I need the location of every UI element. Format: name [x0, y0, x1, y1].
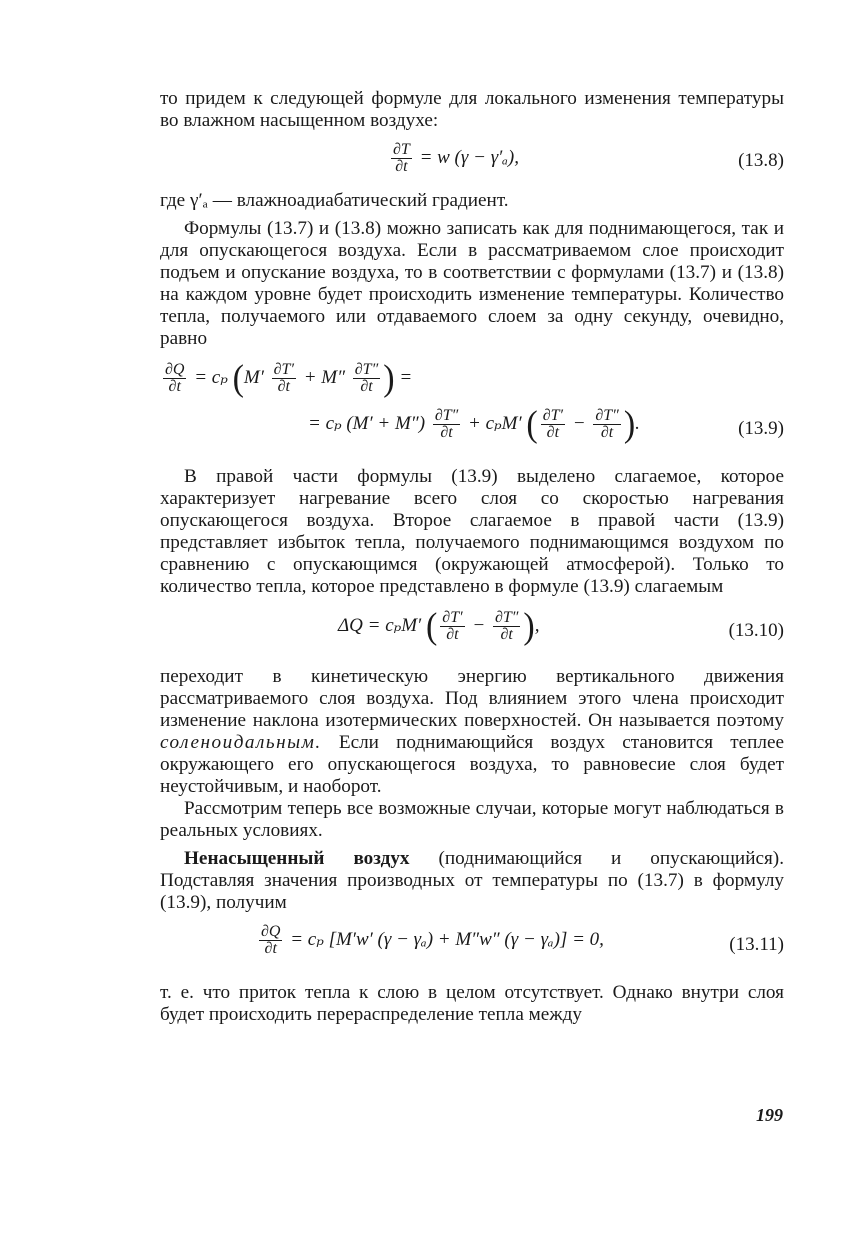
eq139-l2-minus: − — [572, 412, 586, 434]
eq139-l1-f1n: ∂T′ — [273, 361, 294, 378]
paren-right: ) — [383, 357, 395, 399]
eq138-lhs-num: ∂T — [393, 141, 410, 158]
paragraph-unsaturated — [160, 848, 784, 914]
heading-unsaturated-air: Ненасыщенный воздух — [184, 848, 410, 869]
equation-13-10 — [160, 606, 784, 656]
p5-part-a: переходит в кинетическую энергию вертикального движения рассматриваемого слоя воздуха. Под влиянием этого члена происходит изменение наклона изотермических поверхностей. Он называется поэтому — [160, 666, 784, 731]
eq139-l1-f2d: ∂t — [360, 378, 373, 395]
eq1310-a: ΔQ = cₚM′ — [338, 614, 422, 636]
eq139-lhs-den: ∂t — [168, 378, 181, 395]
paragraph-right-side: В правой части формулы (13.9) выделено слагаемое, которое характеризует нагревание всего слоя со скоростью нагревания опускающегося воздуха. Второе слагаемое в правой части (13.9) представляет избыток тепла, получаемого поднимающимся воздухом по сравнению с опускающимся (окружающей атмосферой). Только то количество тепла, которое представлено в формуле (13.9) слагаемым — [160, 466, 784, 597]
eq139-l1-end: = — [399, 366, 413, 388]
eq139-l1-a: = cₚ — [194, 366, 228, 388]
eq1310-end: , — [534, 614, 540, 636]
eq1310-f2d: ∂t — [500, 626, 513, 643]
eq139-l1-f1d: ∂t — [277, 378, 290, 395]
equation-13-11 — [160, 922, 784, 968]
eq139-l2-f2n: ∂T′ — [542, 407, 564, 424]
eq1310-minus: − — [472, 614, 486, 636]
paragraph-kinetic — [160, 666, 784, 798]
paren-left: ( — [232, 357, 244, 399]
eq139-l2-end: . — [635, 412, 640, 434]
eq139-lhs-num: ∂Q — [165, 361, 185, 378]
equation-number: (13.11) — [729, 934, 784, 955]
eq139-l2-f3n: ∂T″ — [595, 407, 619, 424]
eq139-l1-f2n: ∂T″ — [354, 361, 379, 378]
eq1311-lhs-den: ∂t — [264, 940, 277, 957]
equation-13-9-line1 — [160, 357, 784, 406]
paren-right: ) — [623, 403, 636, 445]
page-number: 199 — [756, 1105, 783, 1125]
eq1311-rhs: = cₚ [M′w′ (γ − γₐ) + M″w″ (γ − γₐ)] = 0, — [290, 928, 604, 950]
eq1310-f1d: ∂t — [446, 626, 459, 643]
p5-part-b: Если поднимающийся воздух становится теплее окружающего его опускающегося воздуха, то равновесие слоя будет неустойчивым, и наоборот. — [160, 732, 784, 797]
eq1310-f1n: ∂T′ — [442, 609, 463, 626]
eq139-l1-c: + M″ — [303, 366, 346, 388]
eq139-l2-a: = cₚ (M′ + M″) — [308, 412, 426, 434]
eq138-lhs-den: ∂t — [395, 158, 408, 175]
eq139-l2-f1n: ∂T″ — [434, 407, 459, 424]
equation-number: (13.10) — [728, 620, 784, 641]
paren-left: ( — [425, 605, 438, 647]
equation-13-9-line2 — [160, 403, 784, 452]
term-solenoidal: соленоидальным. — [160, 732, 322, 753]
paragraph-formulas: Формулы (13.7) и (13.8) можно записать как для поднимающегося, так и для опускающегося воздуха. Если в рассматриваемом слое происходит подъем и опускание воздуха, то в соответствии с формулами (13.7) и (13.8) на каждом уровне будет происходить изменение температуры. Количество тепла, получаемого или отдаваемого слоем за одну секунду, очевидно, равно — [160, 218, 784, 349]
paren-left: ( — [526, 403, 538, 445]
eq139-l2-b: + cₚM′ — [468, 412, 522, 434]
eq1310-f2n: ∂T″ — [494, 609, 519, 626]
paragraph-gradient-note: где γ′ₐ — влажноадиабатический градиент. — [160, 190, 509, 211]
equation-13-8 — [160, 140, 784, 180]
equation-number: (13.9) — [738, 418, 784, 439]
eq139-l2-f3d: ∂t — [600, 424, 614, 441]
paragraph-intro: то придем к следующей формуле для локального изменения температуры во влажном насыщенном воздухе: — [160, 88, 784, 131]
paren-right: ) — [523, 605, 535, 647]
eq139-l2-f1d: ∂t — [440, 424, 453, 441]
eq139-l2-f2d: ∂t — [546, 424, 560, 441]
page-body — [160, 88, 784, 1026]
p7-text: (поднимающийся и опускающийся). Подставляя значения производных от температуры по (13.7) в формулу (13.9), получим — [160, 848, 784, 913]
eq1311-lhs-num: ∂Q — [261, 923, 281, 940]
equation-number: (13.8) — [738, 150, 784, 171]
eq138-rhs: = w (γ − γ′ₐ), — [419, 146, 519, 168]
paragraph-conclusion: т. е. что приток тепла к слою в целом отсутствует. Однако внутри слоя будет происходить перераспределение тепла между — [160, 982, 784, 1025]
eq139-l1-b: M′ — [243, 366, 264, 388]
paragraph-cases: Рассмотрим теперь все возможные случаи, которые могут наблюдаться в реальных условиях. — [160, 798, 784, 841]
